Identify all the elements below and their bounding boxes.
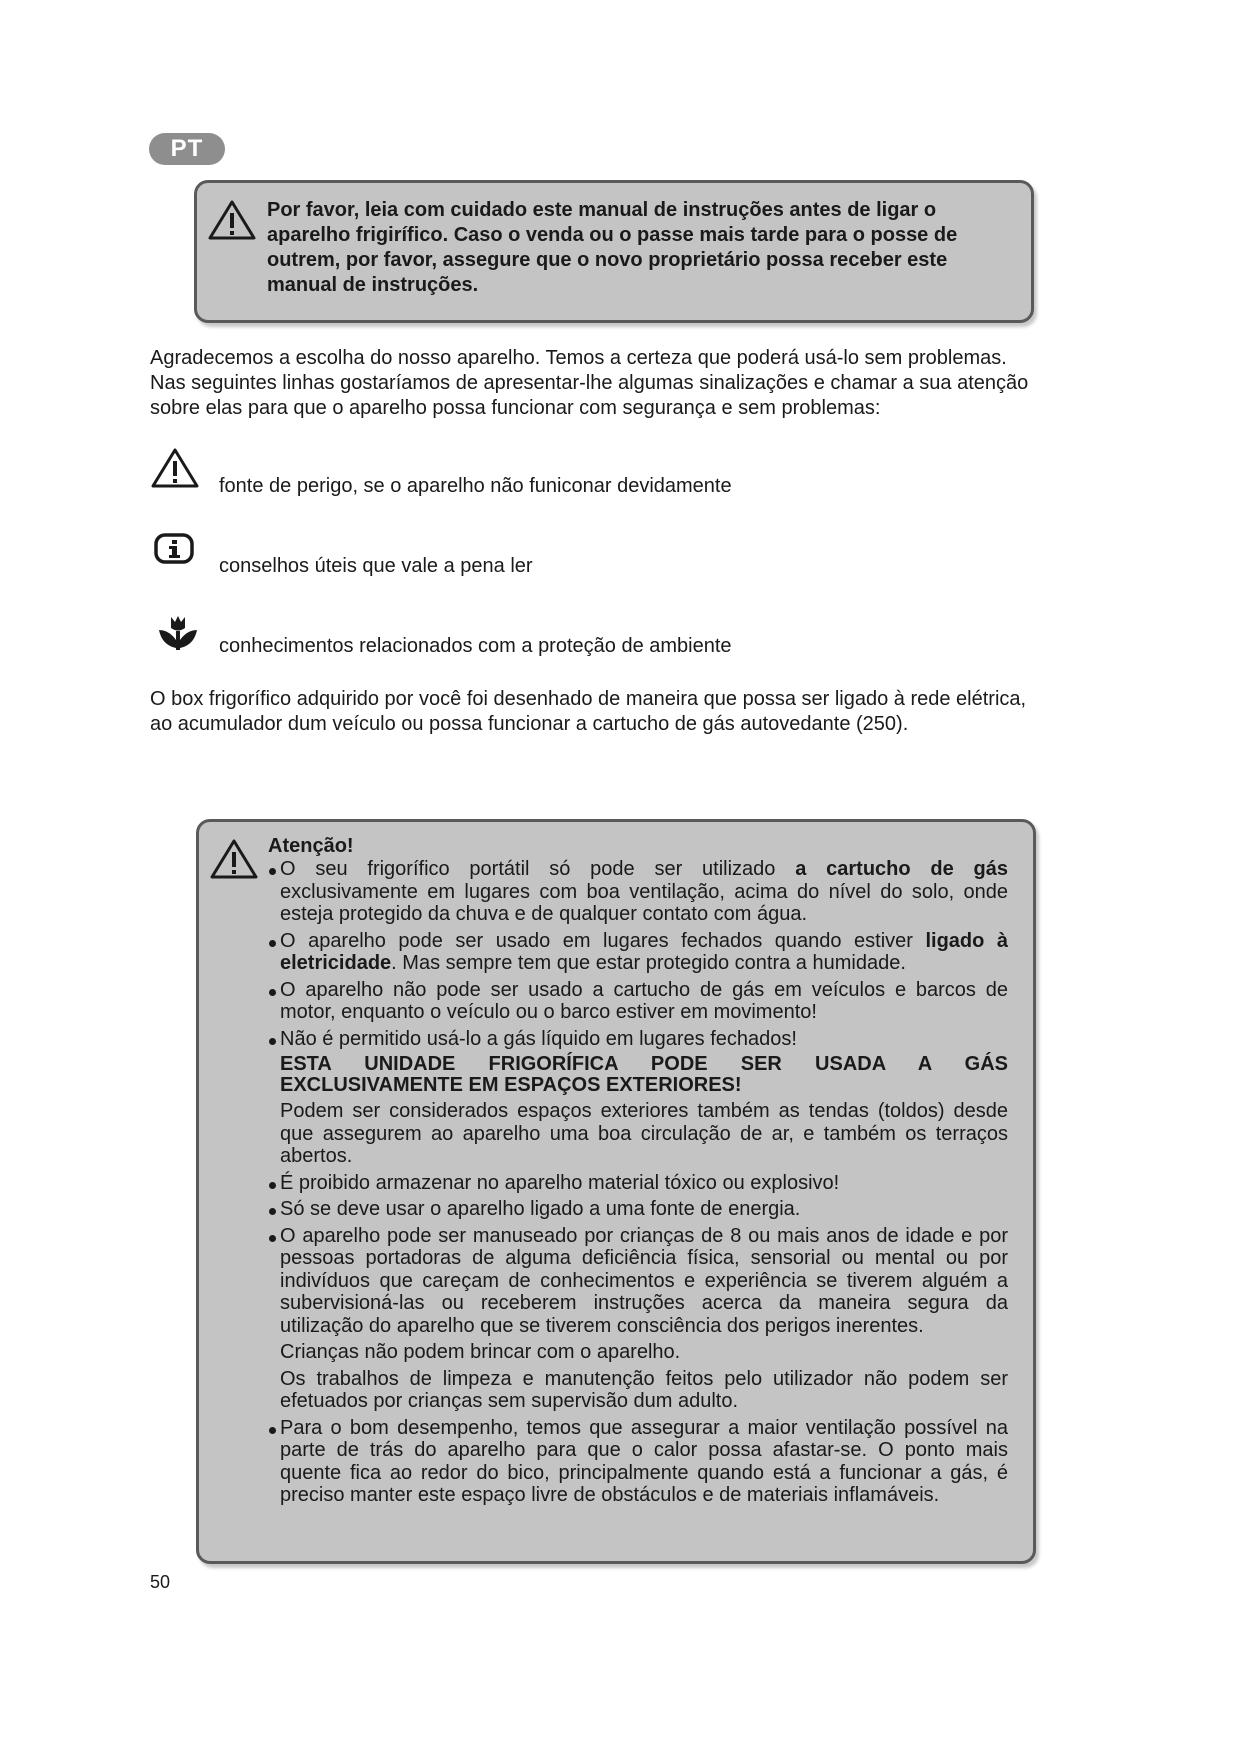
bullet-dot — [269, 1182, 276, 1189]
bullet-dot — [269, 1235, 276, 1242]
language-badge: PT — [149, 133, 225, 165]
text-line: pessoas portadoras de alguma deficiência física, sensorial ou mental ou por — [280, 1247, 1008, 1269]
info-icon — [154, 533, 194, 565]
text-line: motor, enquanto o veículo ou o barco estiver em movimento! — [280, 1001, 817, 1023]
closing-paragraph — [150, 687, 1100, 737]
symbol-text: conselhos úteis que vale a pena ler — [219, 555, 533, 577]
attention-box — [196, 819, 1036, 1564]
text-line: Os trabalhos de limpeza e manutenção feitos pelo utilizador não podem ser — [280, 1367, 1008, 1390]
text-run: . Mas sempre tem que estar protegido contra a humidade. — [391, 952, 906, 974]
bullet-item — [268, 930, 1008, 975]
text-line — [280, 952, 1008, 975]
bold-run: a cartucho de gás — [795, 858, 1008, 880]
paragraph — [268, 1341, 1008, 1364]
bullet-item — [268, 1225, 1008, 1338]
bold-run: ligado à — [925, 929, 1008, 952]
text-line: É proibido armazenar no aparelho material tóxico ou explosivo! — [280, 1171, 840, 1194]
notice-line: manual de instruções. — [267, 274, 479, 296]
text-line: O aparelho não pode ser usado a cartucho de gás em veículos e barcos de — [280, 978, 1008, 1001]
attention-body — [268, 858, 1008, 1511]
paragraph — [268, 1368, 1008, 1413]
intro-paragraph — [150, 346, 1100, 421]
symbol-text: conhecimentos relacionados com a proteção de ambiente — [219, 635, 732, 657]
bullet-dot — [269, 1427, 276, 1434]
bullet-dot — [269, 868, 276, 875]
symbol-row-info — [150, 527, 1050, 579]
notice-box — [194, 180, 1034, 323]
text-line: ESTA UNIDADE FRIGORÍFICA PODE SER USADA A GÁS — [280, 1053, 1008, 1075]
paragraph — [268, 1100, 1008, 1168]
bullet-dot — [269, 1038, 276, 1045]
notice-line: Por favor, leia com cuidado este manual de instruções antes de ligar o — [267, 199, 937, 221]
bullet-item — [268, 1198, 1008, 1221]
text-line: exclusivamente em lugares com boa ventilação, acima do nível do solo, onde — [280, 880, 1008, 903]
text-line: indivíduos que careçam de conhecimentos e experiência se tiverem alguém a — [280, 1269, 1008, 1292]
text-line: O aparelho pode ser manuseado por crianças de 8 ou mais anos de idade e por — [280, 1224, 1008, 1247]
text-line: esteja protegido da chuva e de qualquer contato com água. — [280, 903, 808, 925]
text-line: parte de trás do aparelho para que o calor possa afastar-se. O ponto mais — [280, 1439, 1008, 1461]
notice-line: aparelho frigirífico. Caso o venda ou o passe mais tarde para o posse de — [267, 224, 958, 246]
text-line: utilização do aparelho que se tiverem consciência dos perigos inerentes. — [280, 1314, 924, 1337]
bullet-item — [268, 858, 1008, 926]
text-line: Só se deve usar o aparelho ligado a uma fonte de energia. — [280, 1198, 801, 1220]
bullet-item — [268, 1417, 1008, 1507]
bullet-item — [268, 1028, 1008, 1051]
text-line: Para o bom desempenho, temos que assegurar a maior ventilação possível na — [280, 1416, 1008, 1439]
notice-line: outrem, por favor, assegure que o novo proprietário possa receber este — [267, 249, 948, 271]
text-line — [280, 930, 1008, 953]
bullet-item — [268, 1172, 1008, 1195]
text-line: Crianças não podem brincar com o aparelho. — [280, 1341, 681, 1363]
symbol-row-environment — [150, 607, 1050, 659]
text-line: Não é permitido usá-lo a gás líquido em lugares fechados! — [280, 1027, 797, 1050]
warning-icon — [207, 199, 257, 241]
intro-line: Nas seguintes linhas gostaríamos de apresentar-lhe algumas sinalizações e chamar a sua atenção — [150, 372, 1029, 394]
page-number: 50 — [150, 1572, 171, 1592]
text-line: abertos. — [280, 1145, 353, 1167]
bullet-dot — [269, 1208, 276, 1215]
notice-text — [267, 198, 1007, 298]
text-line: EXCLUSIVAMENTE EM ESPAÇOS EXTERIORES! — [280, 1074, 742, 1096]
attention-title: Atenção! — [268, 835, 354, 857]
warning-triangle-icon — [150, 447, 200, 489]
text-line: efetuados por crianças sem supervisão dum adulto. — [280, 1390, 739, 1412]
caps-warning — [268, 1054, 1008, 1096]
text-line: preciso manter este espaço livre de obstáculos e de materiais inflamáveis. — [280, 1484, 940, 1506]
bullet-dot — [269, 989, 276, 996]
symbol-row-danger — [150, 447, 1050, 499]
warning-icon — [209, 838, 259, 880]
text-line: que assegurem ao aparelho uma boa circulação de ar, e também os terraços — [280, 1122, 1008, 1145]
closing-line: ao acumulador dum veículo ou possa funcionar a cartucho de gás autovedante (250). — [150, 713, 909, 735]
flower-icon — [158, 615, 198, 651]
text-line — [280, 858, 1008, 881]
text-line: Podem ser considerados espaços exteriores também as tendas (toldos) desde — [280, 1100, 1008, 1122]
intro-line: sobre elas para que o aparelho possa funcionar com segurança e sem problemas: — [150, 397, 881, 419]
text-run: O seu frigorífico portátil só pode ser utilizado — [280, 858, 776, 880]
text-line: quente fica ao redor do bico, principalmente quando está a funcionar a gás, é — [280, 1461, 1008, 1484]
symbol-text: fonte de perigo, se o aparelho não funiconar devidamente — [219, 475, 732, 497]
bullet-item — [268, 979, 1008, 1024]
bullet-dot — [269, 940, 276, 947]
text-line: subervisioná-las ou receberem instruções acerca da maneira segura da — [280, 1292, 1008, 1314]
bold-run: eletricidade — [280, 952, 392, 974]
closing-line: O box frigorífico adquirido por você foi desenhado de maneira que possa ser ligado à rede elétrica, — [150, 688, 1027, 710]
text-run: O aparelho pode ser usado em lugares fechados quando estiver — [280, 929, 913, 952]
intro-line: Agradecemos a escolha do nosso aparelho. Temos a certeza que poderá usá-lo sem problemas. — [150, 347, 1007, 369]
